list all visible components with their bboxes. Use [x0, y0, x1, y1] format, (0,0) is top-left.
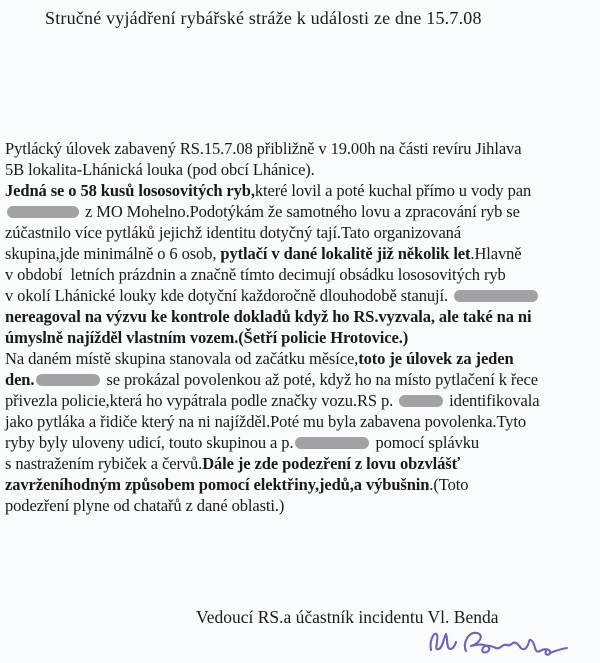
- text-line: [5, 411, 599, 432]
- redaction-bar: [454, 290, 538, 302]
- redaction-bar: [7, 206, 79, 218]
- text-line: [5, 285, 599, 306]
- text-line: [5, 243, 599, 264]
- text-run: Jedná se o 58 kusů lososovitých ryb,: [5, 181, 255, 200]
- text-line: [5, 369, 599, 390]
- text-run: 5B lokalita-Lhánická louka (pod obcí Lhánice).: [5, 160, 315, 179]
- text-line: [5, 432, 599, 453]
- text-run: v období letních prázdnin a značně tímto decimují obsádku lososovitých ryb: [5, 265, 506, 284]
- signature-line: Vedoucí RS.a účastník incidentu Vl. Benda: [196, 607, 499, 627]
- text-line: [5, 453, 599, 474]
- redaction-bar: [36, 374, 100, 386]
- text-run: Pytlácký úlovek zabavený RS.15.7.08 přibližně v 19.00h na části revíru Jihlava: [5, 139, 522, 158]
- text-run: pomocí splávku: [371, 433, 480, 452]
- text-line: [5, 348, 599, 369]
- text-run: které lovil a poté kuchal přímo u vody pan: [254, 181, 532, 200]
- document-body: [5, 138, 599, 516]
- text-run: zúčastnilo více pytláků jejichž identitu dotyčný tají.Tato organizovaná: [5, 223, 462, 242]
- text-line: [5, 390, 599, 411]
- redaction-bar: [295, 437, 369, 449]
- text-run: s nastražením rybiček a červů.: [5, 454, 203, 473]
- text-run: toto je úlovek za jeden: [358, 349, 514, 368]
- text-line: [5, 327, 599, 348]
- text-line: [5, 222, 599, 243]
- text-line: [5, 201, 599, 222]
- text-run: z MO Mohelno.Podotýkám že samotného lovu a zpracování ryb se: [81, 202, 520, 221]
- text-run: se prokázal povolenkou až poté, když ho na místo pytlačení k řece: [102, 370, 538, 389]
- text-run: Dále je zde podezření z lovu obzvlášť: [202, 454, 461, 473]
- text-run: nereagoval na výzvu ke kontrole dokladů když ho RS.vyzvala, ale také na ni: [5, 307, 532, 326]
- document-title: Stručné vyjádření rybářské stráže k události ze dne 15.7.08: [45, 8, 482, 28]
- text-run: ryby byly uloveny udicí, touto skupinou a p.: [5, 433, 294, 452]
- redaction-bar: [399, 395, 443, 407]
- text-line: [5, 474, 599, 495]
- text-run: identifikovala: [445, 391, 540, 410]
- handwritten-signature: [424, 624, 576, 662]
- text-run: podezření plyne od chatařů z dané oblasti.): [5, 496, 285, 515]
- text-line: [5, 306, 599, 327]
- text-run: přivezla policie,která ho vypátrala podle značky vozu.RS p.: [5, 391, 398, 410]
- text-line: [5, 180, 599, 201]
- text-run: v okolí Lhánické louky kde dotyční každoročně dlouhodobě stanují.: [5, 286, 453, 305]
- text-line: [5, 159, 599, 180]
- text-line: [5, 264, 599, 285]
- text-run: den.: [5, 370, 35, 389]
- text-line: [5, 495, 599, 516]
- text-run: skupina,jde minimálně o 6 osob,: [5, 244, 221, 263]
- text-run: .Hlavně: [470, 244, 522, 263]
- text-line: [5, 138, 599, 159]
- text-run: pytlačí v dané lokalitě již několik let: [220, 244, 471, 263]
- text-run: jako pytláka a řidiče který na ni najížděl.Poté mu byla zabavena povolenka.Tyto: [5, 412, 527, 431]
- text-run: Na daném místě skupina stanovala od začátku měsíce,: [5, 349, 359, 368]
- text-run: úmyslně najížděl vlastním vozem.(Šetří policie Hrotovice.): [5, 328, 409, 347]
- text-run: .(Toto: [429, 475, 469, 494]
- text-run: zavrženíhodným způsobem pomocí elektřiny,jedů,a výbušnin: [5, 475, 430, 494]
